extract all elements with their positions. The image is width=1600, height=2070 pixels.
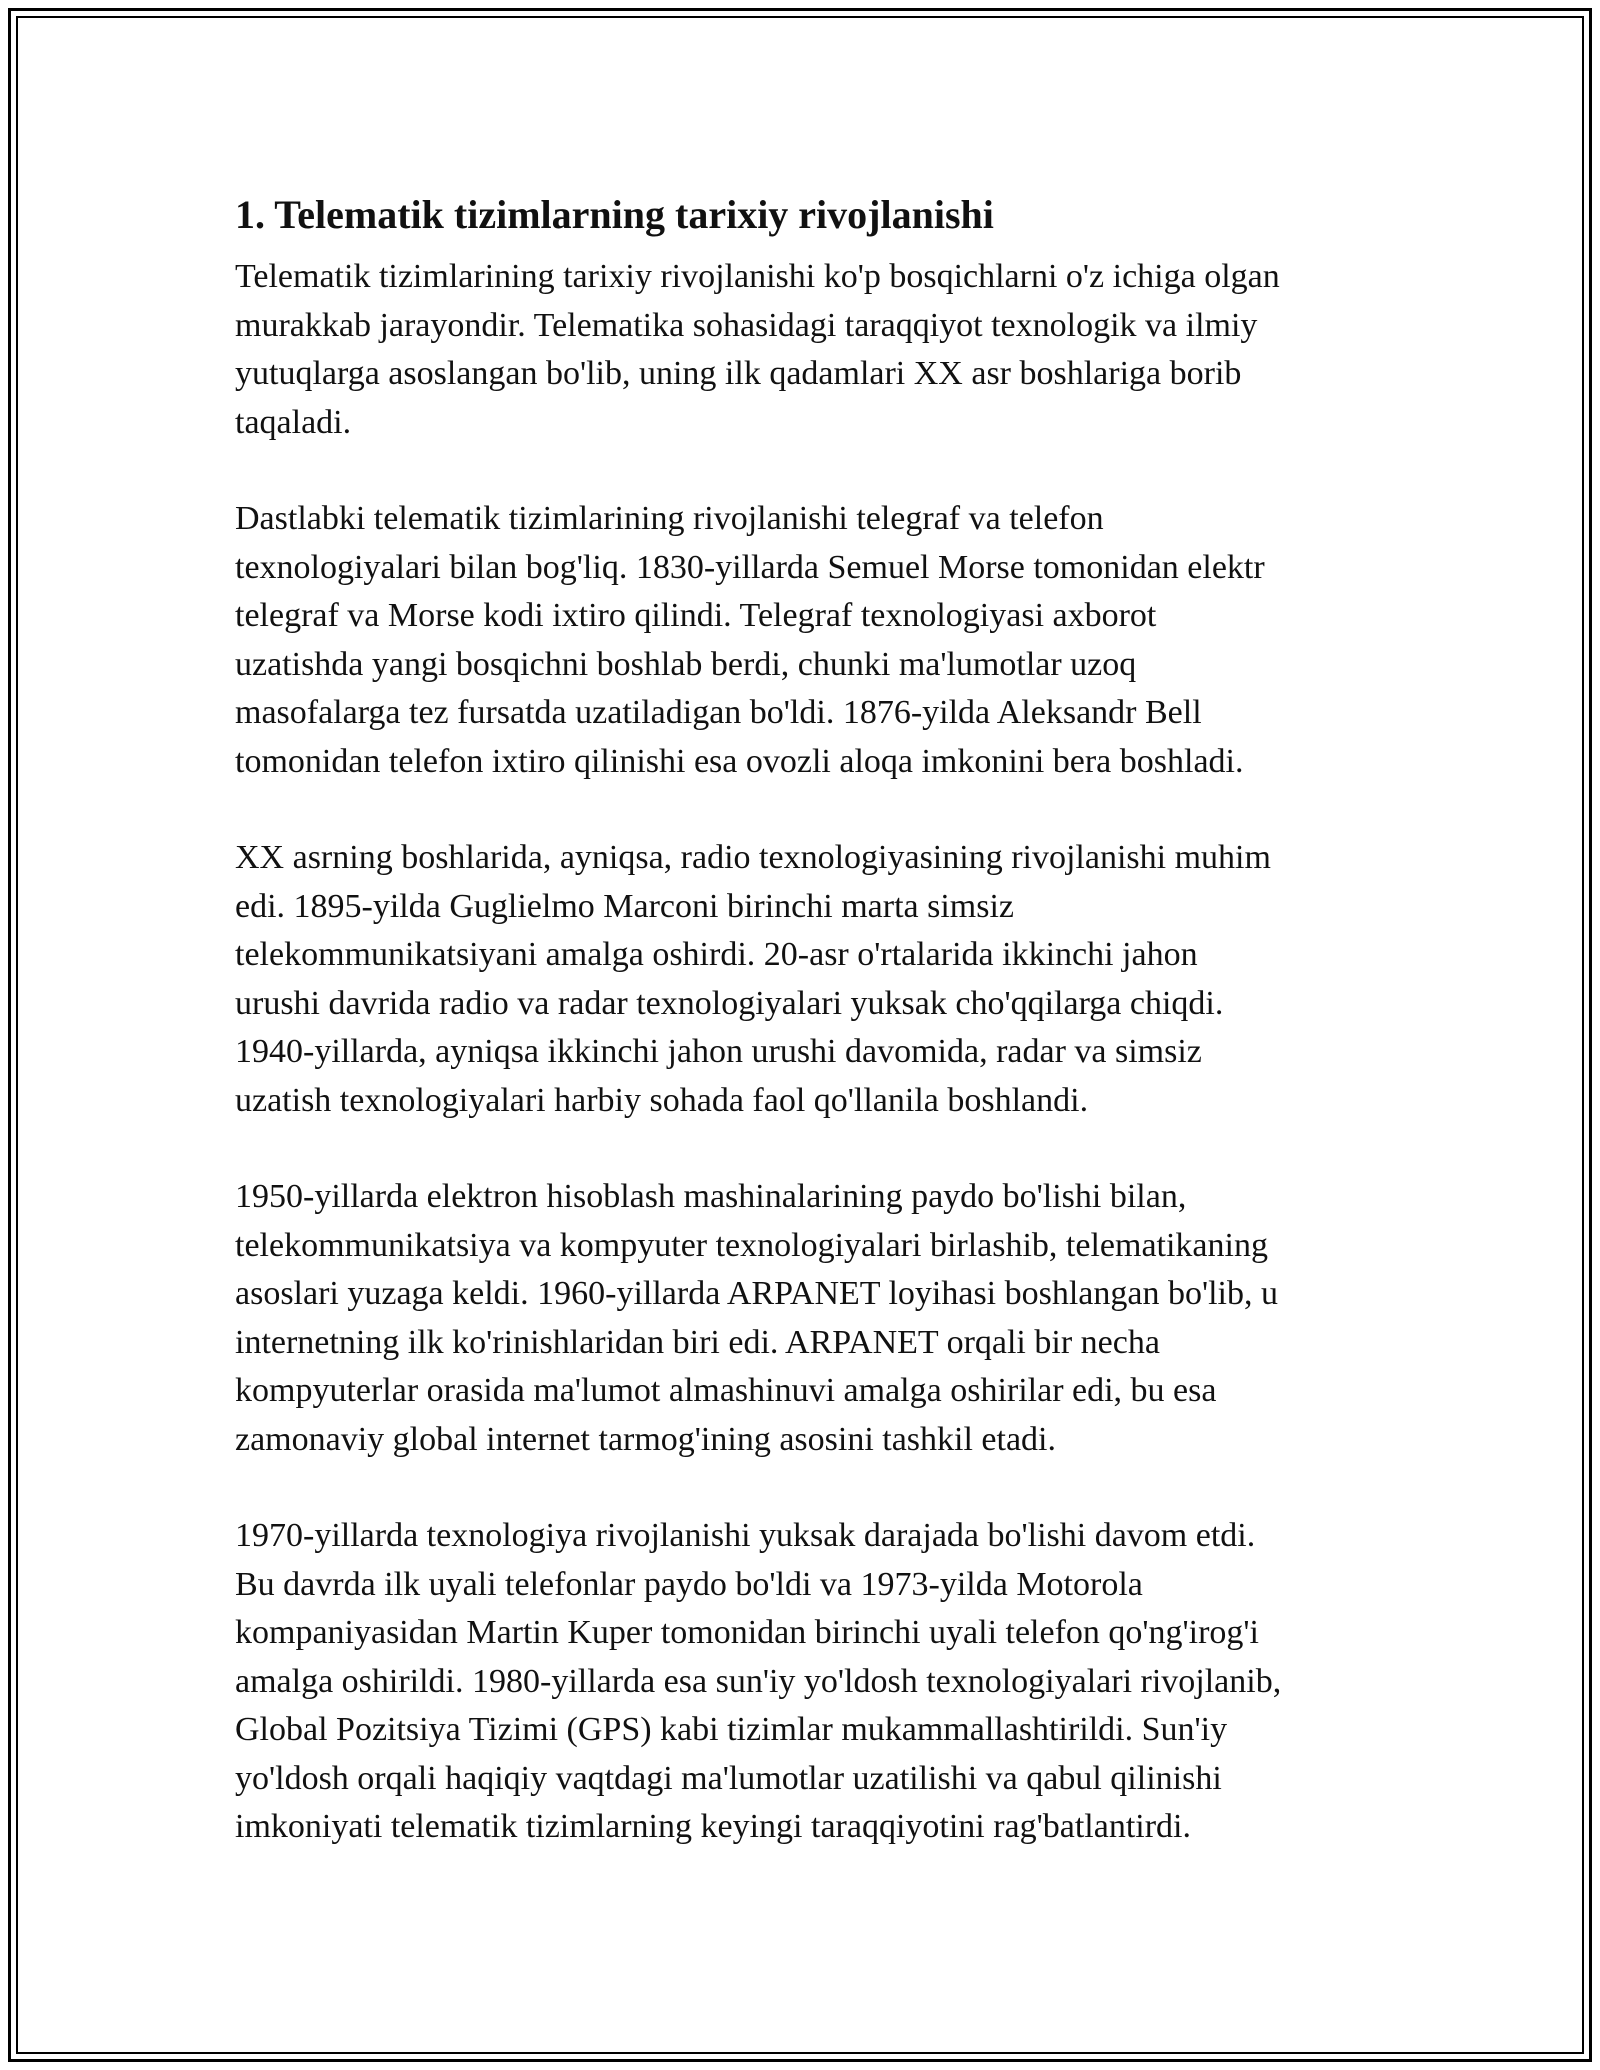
paragraph-radio xyxy=(235,834,1375,1125)
paragraph-line: masofalarga tez fursatda uzatiladigan bo'ldi. 1876-yilda Aleksandr Bell xyxy=(235,694,1202,731)
paragraph-line: Bu davrda ilk uyali telefonlar paydo bo'ldi va 1973-yilda Motorola xyxy=(235,1565,1143,1603)
paragraph-line: internetning ilk ko'rinishlaridan biri edi. ARPANET orqali bir necha xyxy=(235,1323,1160,1361)
paragraph-intro xyxy=(235,253,1375,447)
paragraph-computers-arpanet xyxy=(235,1173,1375,1464)
document-body xyxy=(235,183,1375,1900)
paragraph-line: imkoniyati telematik tizimlarning keyingi taraqqiyotini rag'batlantirdi. xyxy=(235,1808,1192,1845)
paragraph-line: kompyuterlar orasida ma'lumot almashinuvi amalga oshirilar edi, bu esa xyxy=(235,1372,1217,1409)
paragraph-line: 1970-yillarda texnologiya rivojlanishi yuksak darajada bo'lishi davom etdi. xyxy=(235,1517,1256,1554)
paragraph-line: Dastlabki telematik tizimlarining rivojlanishi telegraf va telefon xyxy=(235,500,1104,537)
paragraph-line: taqaladi. xyxy=(235,403,352,441)
paragraph-line: uzatish texnologiyalari harbiy sohada faol qo'llanila boshlandi. xyxy=(235,1081,1089,1119)
paragraph-mobile-gps xyxy=(235,1512,1375,1852)
section-heading: 1. Telematik tizimlarning tarixiy rivojlanishi xyxy=(235,192,994,237)
paragraph-line: kompaniyasidan Martin Kuper tomonidan birinchi uyali telefon qo'ng'irog'i xyxy=(235,1614,1260,1651)
paragraph-line: XX asrning boshlarida, ayniqsa, radio texnologiyasining rivojlanishi muhim xyxy=(235,839,1271,876)
paragraph-line: murakkab jarayondir. Telematika sohasidagi taraqqiyot texnologik va ilmiy xyxy=(235,306,1258,344)
paragraph-line: telekommunikatsiyani amalga oshirdi. 20-asr o'rtalarida ikkinchi jahon xyxy=(235,936,1198,973)
paragraph-line: uzatishda yangi bosqichni boshlab berdi, chunki ma'lumotlar uzoq xyxy=(235,645,1137,683)
paragraph-line: 1940-yillarda, ayniqsa ikkinchi jahon urushi davomida, radar va simsiz xyxy=(235,1033,1202,1070)
paragraph-line: 1950-yillarda elektron hisoblash mashinalarining paydo bo'lishi bilan, xyxy=(235,1178,1187,1215)
paragraph-line: amalga oshirildi. 1980-yillarda esa sun'iy yo'ldosh texnologiyalari rivojlanib, xyxy=(235,1662,1282,1700)
paragraph-line: Telematik tizimlarining tarixiy rivojlanishi ko'p bosqichlarni o'z ichiga olgan xyxy=(235,258,1280,295)
paragraph-line: urushi davrida radio va radar texnologiyalari yuksak cho'qqilarga chiqdi. xyxy=(235,984,1224,1022)
paragraph-telegraph-telephone xyxy=(235,495,1375,786)
paragraph-line: asoslari yuzaga keldi. 1960-yillarda ARPANET loyihasi boshlangan bo'lib, u xyxy=(235,1275,1278,1312)
paragraph-line: edi. 1895-yilda Guglielmo Marconi birinchi marta simsiz xyxy=(235,887,1014,925)
paragraph-line: yo'ldosh orqali haqiqiy vaqtdagi ma'lumotlar uzatilishi va qabul qilinishi xyxy=(235,1759,1222,1797)
paragraph-line: tomonidan telefon ixtiro qilinishi esa ovozli aloqa imkonini bera boshladi. xyxy=(235,742,1244,780)
paragraph-line: telegraf va Morse kodi ixtiro qilindi. Telegraf texnologiyasi axborot xyxy=(235,597,1157,634)
paragraph-line: zamonaviy global internet tarmog'ining asosini tashkil etadi. xyxy=(235,1420,1056,1458)
paragraph-line: texnologiyalari bilan bog'liq. 1830-yillarda Semuel Morse tomonidan elektr xyxy=(235,548,1265,586)
paragraph-line: Global Pozitsiya Tizimi (GPS) kabi tizimlar mukammallashtirildi. Sun'iy xyxy=(235,1711,1228,1748)
paragraph-line: yutuqlarga asoslangan bo'lib, uning ilk qadamlari XX asr boshlariga borib xyxy=(235,355,1242,392)
paragraph-line: telekommunikatsiya va kompyuter texnologiyalari birlashib, telematikaning xyxy=(235,1226,1268,1264)
